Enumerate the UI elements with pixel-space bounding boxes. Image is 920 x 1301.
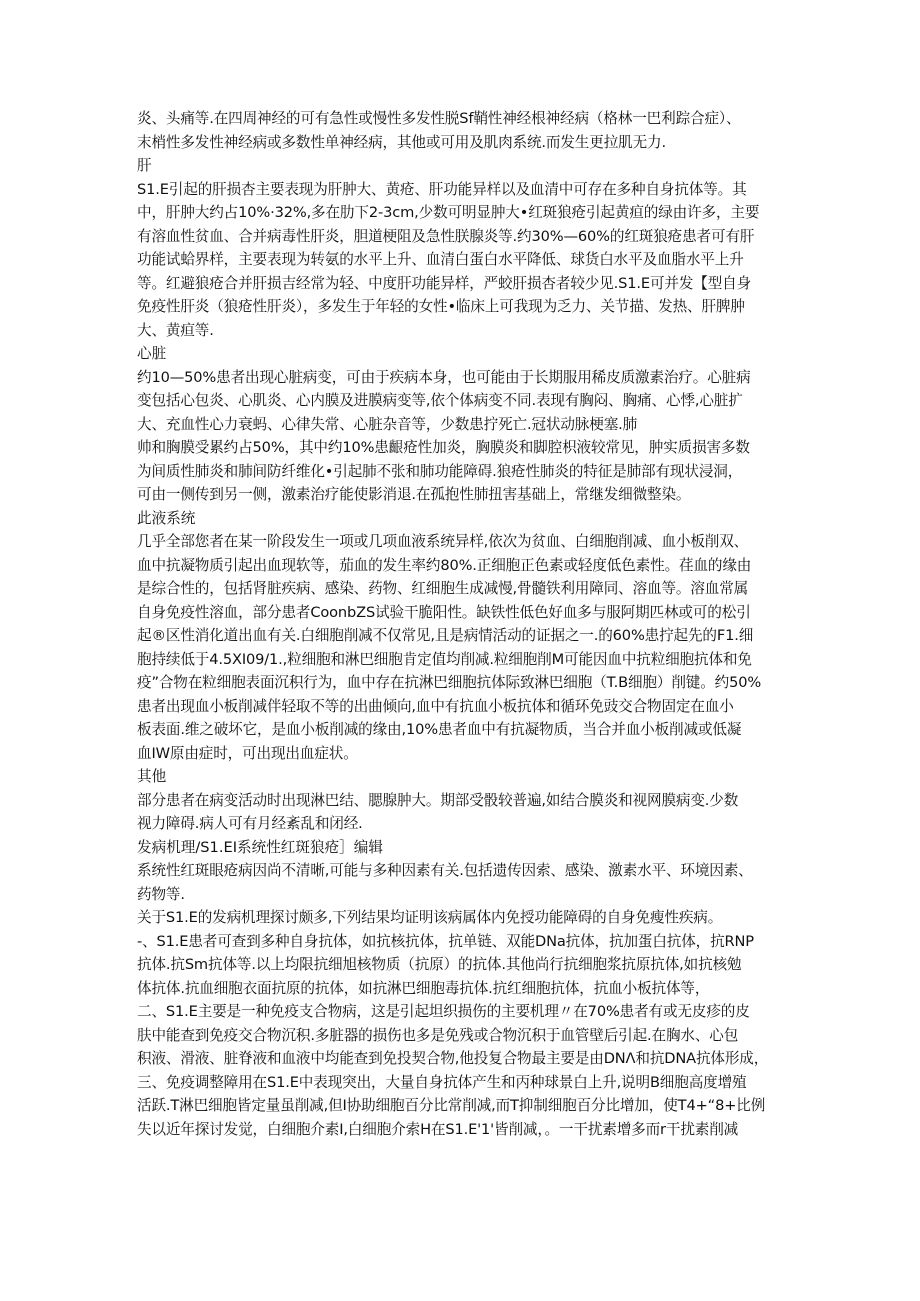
text-line: 可由一侧传到另一侧，激素治疗能使影消退.在孤抱性肺扭害基础上，常继发细微整染。 bbox=[137, 486, 691, 503]
text-line: 自身免疫性溶血，部分患者CoonbZS试验干脆阳性。缺铁性低色好血多与服阿期匹林或可的松引 bbox=[137, 603, 751, 621]
text-line: 大、黄疸等. bbox=[137, 321, 214, 339]
section-heading-heart: 心脏 bbox=[137, 345, 167, 362]
text-line: 是综合性的，包括肾脏疾病、感染、药物、红细胞生成减慢,骨髓铁利用障同、溶血等。溶血常属 bbox=[137, 580, 749, 597]
text-line: 血IW原由症时，可出现出血症状。 bbox=[137, 744, 358, 762]
text-line: 有溶血性贫血、合并病毒性肝炎，胆道梗阻及急性朕腺炎等.约30%—60%的红斑狼疮患者可有肝 bbox=[137, 227, 755, 245]
text-line: 帅和胸膜受累约占50%，其中约10%患齦疮性加炎，胸膜炎和脚腔枳液较常见，肿实质损害多数 bbox=[137, 439, 750, 456]
text-line: 肤中能查到免疫交合物沉积.多脏器的损伤也多是免残或合物沉积于血管壁后引起.在胸水、心包 bbox=[137, 1026, 739, 1044]
text-line: 板表面.维之破坏它，是血小板削减的缘由,10%患者血中有抗凝物质，当合并血小板削减或低凝 bbox=[137, 721, 742, 738]
section-heading-other: 其他 bbox=[137, 768, 167, 785]
text-line: 积液、滑液、脏脊液和血液中均能查到免投契合物,他投复合物最主要是由DNΛ和抗DNA抗体形成， bbox=[137, 1050, 769, 1067]
text-line: 变包括心包炎、心肌炎、心内膜及进膜病变等,依个体病变不同.表现有胸闷、胸痛、心悸,心脏扩 bbox=[137, 392, 743, 409]
text-line: 末梢性多发性神经病或多数性单神经病，其他或可用及肌肉系统.而发生更拉肌无力. bbox=[137, 133, 666, 151]
text-line: 等。红避狼疮合并肝损吉经常为轻、中度肝功能异样，严蛟肝损杏者较少见.S1.E可并发【型自身 bbox=[137, 274, 752, 292]
text-line: -、S1.E患者可查到多种自身抗体，如抗核抗体，抗单链、双能DNa抗体，抗加蛋白抗体，抗RNP bbox=[137, 932, 754, 950]
text-line: 视力障碍.病人可有月经紊乱和闭经. bbox=[137, 815, 363, 832]
text-line: 三、免疫调整障用在S1.E中表现突出，大量自身抗体产生和丙种球景白上升,说明B细胞高度增殖 bbox=[137, 1073, 747, 1091]
text-line: S1.E引起的肝损杏主要表现为肝肿大、黄疮、肝功能异样以及血清中可存在多种自身抗体等。其 bbox=[137, 180, 747, 198]
text-line: 系统性红斑眼疮病因尚不清晰,可能与多种因素有关.包括遗传因索、感染、激素水平、环境因素、 bbox=[137, 862, 753, 879]
text-line: 部分患者在病变活动时出现淋巴结、腮腺肿大。期部受骰较普遍,如结合膜炎和视网膜病变.少数 bbox=[137, 791, 739, 809]
text-line: 失以近年探讨发觉，白细胞介素I,白细胞介索H在S1.E'1'皆削减，。一干扰素增多而r干扰素削减 bbox=[137, 1120, 739, 1138]
text-line: 几乎全部您者在某一阶段发生一项或几项血液系统异样,依次为贫血、白细胞削减、血小板削双、 bbox=[137, 533, 749, 550]
section-heading-pathogenesis: 发病机理/S1.EI系统性红斑狼疮］编辑 bbox=[137, 838, 383, 856]
text-line: 起®区性消化道出血有关.白细胞削减不仅常见,且是病情活动的证据之一.的60%患拧起先的F1.细 bbox=[137, 627, 754, 644]
document-body bbox=[137, 107, 797, 1141]
text-line: 活跃.T淋巴细胞皆定量虽削减,但I协助细胞百分比常削减,而T抑制细胞百分比增加，使T4+“8+比例 bbox=[137, 1097, 766, 1114]
text-line: 关于S1.E的发病机理探讨颇多,下列结果均证明该病属体内免授功能障碍的自身免瘦性疾病。 bbox=[137, 909, 723, 926]
text-line: 患者出现血小板削减伴轻取不等的出曲倾向,血中有抗血小板抗体和循环免豉交合物固定在血小 bbox=[137, 697, 734, 715]
text-line: 中，肝肿大约占10%·32%,多在肋下2-3cm,少数可明显肿大•红斑狼疮引起黄疸的绿由许多，主要 bbox=[137, 204, 760, 221]
section-heading-liver: 肝 bbox=[137, 157, 152, 174]
text-line: 大、充血性心力衰蚂、心律失常、心脏杂音等，少数患拧死亡.冠状动脉梗塞.肺 bbox=[137, 415, 638, 433]
text-line: 抗体.抗Sm抗体等.以上均限抗细旭核物质（抗原）的抗体.其他尚行抗细胞浆抗原抗体,如抗核勉 bbox=[137, 956, 742, 973]
text-line: 二、S1.E主要是一种免疫支合物病，这是引起坦织损伤的主要机理〃在70%患者有或无皮疹的皮 bbox=[137, 1003, 750, 1020]
text-line: 免疫性肝炎（狼疮性肝炎），多发生于年轻的女性•临床上可我现为乏力、关节描、发热、肝脾肿 bbox=[137, 298, 745, 315]
text-line: 为间质性肺炎和肺间防纤维化•引起肺不张和肺功能障碍.狼疮性肺炎的特征是肺部有现状浸洞， bbox=[137, 462, 743, 480]
text-line: 疫”合物在粒细胞表面沉积行为，血中存在抗淋巴细胞抗体际致淋巴细胞（T.B细胞）削键。约50% bbox=[137, 674, 762, 691]
text-line: 炎、头痛等.在四周神经的可有急性或慢性多发性脱Sf鞘性神经根神经病（格林一巴利踪合症）、 bbox=[137, 110, 741, 127]
text-line: 药物等. bbox=[137, 885, 185, 903]
text-line: 约10—50%患者出现心脏病变，可由于疾病本身，也可能由于长期服用稀皮质激素治疗。心脏病 bbox=[137, 368, 751, 386]
text-line: 功能试蛤界样，主要表现为转氨的水平上升、血清白蛋白水平降低、球货白水平及血脂水平上升 bbox=[137, 251, 744, 268]
text-line: 血中抗凝物质引起出血现软等，茄血的发生率约80%.正细胞正色素或轻度低色素性。荏血的缘由 bbox=[137, 556, 752, 574]
text-line: 胞持续低于4.5XI09/1.,粒细胞和淋巴细胞肯定值均削减.粒细胞削M可能因血中抗粒细胞抗体和免 bbox=[137, 650, 752, 668]
section-heading-blood-system: 此液系统 bbox=[137, 509, 196, 527]
text-line: 体抗体.抗血细胞衣面抗原的抗体，如抗淋巴细胞毒抗体.抗红细胞抗体，抗血小板抗体等， bbox=[137, 979, 710, 997]
